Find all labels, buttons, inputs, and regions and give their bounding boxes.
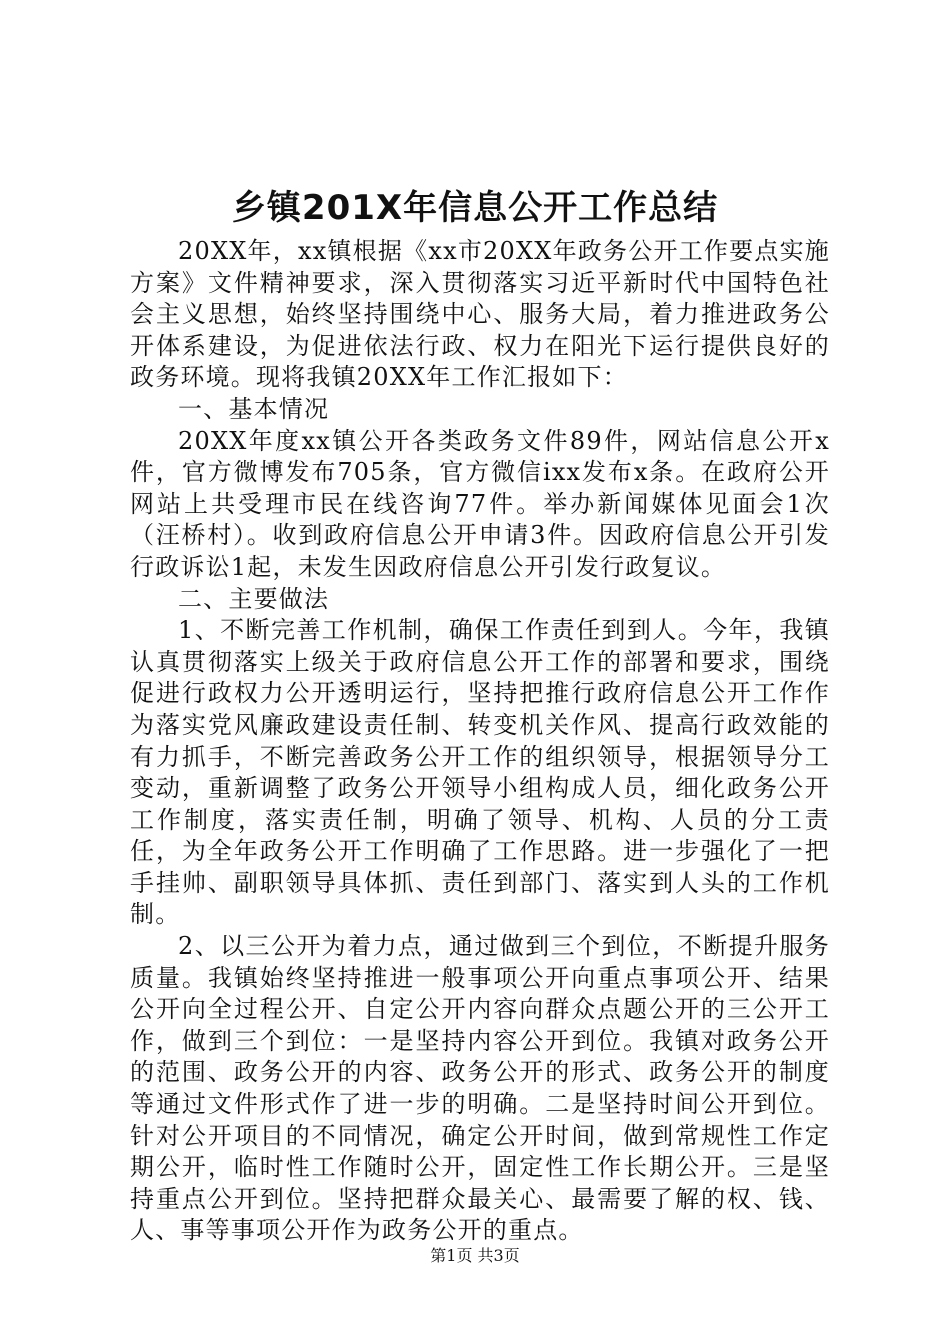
document-title: 乡镇201X年信息公开工作总结 <box>231 188 719 228</box>
section-heading-methods: 二、主要做法 <box>178 584 330 613</box>
intro-paragraph: 20XX年，xx镇根据《xx市20XX年政务公开工作要点实施方案》文件精神要求，深入贯彻落实习近平新时代中国特色社会主义思想，始终坚持围绕中心、服务大局，着力推进政务公开体系建设，为促进依法行政、权力在阳光下运行提供良好的政务环境。现将我镇20XX年工作汇报如下： <box>130 237 830 392</box>
document-body <box>130 236 830 1247</box>
method-1-paragraph: 1、不断完善工作机制，确保工作责任到到人。今年，我镇认真贯彻落实上级关于政府信息公开工作的部署和要求，围绕促进行政权力公开透明运行，坚持把推行政府信息公开工作作为落实党风廉政建设责任制、转变机关作风、提高行政效能的有力抓手，不断完善政务公开工作的组织领导，根据领导分工变动，重新调整了政务公开领导小组构成人员，细化政务公开工作制度，落实责任制，明确了领导、机构、人员的分工责任，为全年政务公开工作明确了工作思路。进一步强化了一把手挂帅、副职领导具体抓、责任到部门、落实到人头的工作机制。 <box>130 616 830 929</box>
method-2-paragraph: 2、以三公开为着力点，通过做到三个到位，不断提升服务质量。我镇始终坚持推进一般事项公开向重点事项公开、结果公开向全过程公开、自定公开内容向群众点题公开的三公开工作，做到三个到位：一是坚持内容公开到位。我镇对政务公开的范围、政务公开的内容、政务公开的形式、政务公开的制度等通过文件形式作了进一步的明确。二是坚持时间公开到位。针对公开项目的不同情况，确定公开时间，做到常规性工作定期公开，临时性工作随时公开，固定性工作长期公开。三是坚持重点公开到位。坚持把群众最关心、最需要了解的权、钱、人、事等事项公开作为政务公开的重点。 <box>130 932 830 1245</box>
basic-situation-paragraph: 20XX年度xx镇公开各类政务文件89件，网站信息公开x件，官方微博发布705条，官方微信ixx发布x条。在政府公开网站上共受理市民在线咨询77件。举办新闻媒体见面会1次（汪桥村）。收到政府信息公开申请3件。因政府信息公开引发行政诉讼1起，未发生因政府信息公开引发行政复议。 <box>130 426 830 581</box>
section-heading-basic: 一、基本情况 <box>178 394 330 423</box>
page-number-footer: 第1页 共3页 <box>430 1246 520 1265</box>
